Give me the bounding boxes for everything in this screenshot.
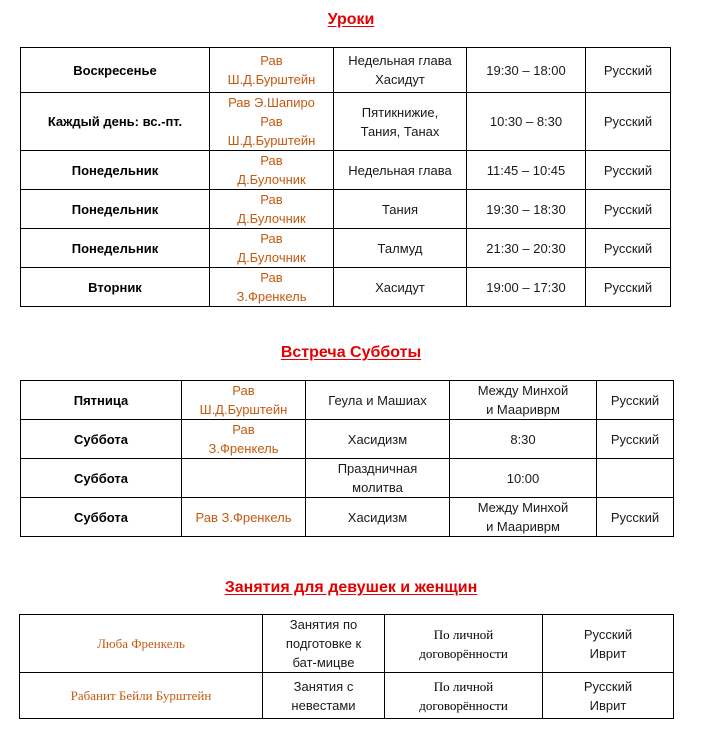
teacher-cell-line: Рав [232,383,255,398]
language-cell-line: Русский [583,678,633,694]
teacher-cell [210,48,334,93]
language-cell: Русский [586,268,671,307]
language-cell [543,615,674,673]
time-cell-line: и Маариврм [486,519,560,534]
section-title-shabbat: Встреча Субботы [280,344,422,361]
topic-cell-line: Пятикнижие, [361,104,439,120]
topic-cell [334,93,467,151]
time-cell-line: 10:00 [506,470,540,486]
teacher-cell [210,190,334,229]
time-cell-line: По личной [433,678,494,694]
topic-cell [306,459,450,498]
day-cell: Пятница [21,381,182,420]
time-cell-line: Между Минхой [477,500,569,515]
teacher-cell-line: Рав [260,153,283,168]
teacher-cell [182,459,306,498]
day-cell: Суббота [21,498,182,537]
time-cell [450,498,597,537]
teacher-cell [182,420,306,459]
language-cell: Русский [586,229,671,268]
topic-cell-line: Праздничная [337,461,418,476]
teacher-cell-line: Ш.Д.Бурштейн [227,133,316,148]
topic-cell [334,229,467,268]
topic-cell-line: Тания [381,201,419,217]
language-cell: Русский [586,151,671,190]
section-title-lessons: Уроки [327,11,375,28]
topic-cell-line: бат-мицве [292,655,355,670]
teacher-cell-line: З.Френкель [236,289,307,304]
topic-cell [334,190,467,229]
topic-cell [334,48,467,93]
teacher-cell-line: Рав З.Френкель [195,509,292,525]
table-row [21,151,671,190]
teacher-cell [210,151,334,190]
time-cell-line: и Маариврм [486,402,560,417]
time-cell: 19:30 – 18:30 [467,190,586,229]
time-cell-line: По личной [433,626,494,642]
time-cell: 19:30 – 18:00 [467,48,586,93]
day-cell: Понедельник [21,190,210,229]
time-cell [450,420,597,459]
teacher-cell-line: Д.Булочник [237,172,306,187]
table-row [21,229,671,268]
topic-cell-line: Талмуд [377,240,423,256]
day-cell: Понедельник [21,151,210,190]
language-cell: Русский [597,498,674,537]
topic-cell [306,498,450,537]
topic-cell [263,615,385,673]
topic-cell-line: Занятия по [289,617,358,632]
teacher-cell-line: Рав [260,114,283,129]
topic-cell [334,268,467,307]
time-cell [385,615,543,673]
women-table [19,614,674,719]
table-row [21,459,674,498]
teacher-cell [182,498,306,537]
section-title-women: Занятия для девушек и женщин [224,579,478,596]
teacher-cell-line: Д.Булочник [237,250,306,265]
teacher-cell-line: Рав [232,422,255,437]
time-cell: 21:30 – 20:30 [467,229,586,268]
teacher-cell-line: Ш.Д.Бурштейн [227,72,316,87]
teacher-cell [210,268,334,307]
time-cell-line: договорённости [419,645,508,661]
time-cell [450,381,597,420]
table-row [21,93,671,151]
language-cell [597,459,674,498]
table-row [20,615,674,673]
time-cell-line: Между Минхой [477,383,569,398]
day-cell: Суббота [21,459,182,498]
time-cell [385,673,543,719]
topic-cell-line: Хасидизм [347,509,408,525]
topic-cell-line: Тания, Танах [360,123,440,139]
table-row [21,190,671,229]
language-cell-line: Русский [583,626,633,642]
topic-cell [306,420,450,459]
time-cell-line: 8:30 [510,431,536,447]
time-cell: 10:30 – 8:30 [467,93,586,151]
teacher-cell [182,381,306,420]
topic-cell-line: Хасидут [375,279,425,295]
language-cell: Русский [586,48,671,93]
teacher-cell-line: Рав [260,231,283,246]
time-cell-line: договорённости [419,697,508,713]
teacher-cell-line: Рав [260,270,283,285]
day-cell: Понедельник [21,229,210,268]
lessons-table [20,47,671,307]
language-cell [543,673,674,719]
language-cell: Русский [597,381,674,420]
table-row [20,673,674,719]
day-cell: Вторник [21,268,210,307]
shabbat-table [20,380,674,537]
time-cell: 19:00 – 17:30 [467,268,586,307]
teacher-cell-line: Рав [260,192,283,207]
day-cell: Суббота [21,420,182,459]
teacher-cell-line: З.Френкель [208,441,279,456]
table-row [21,268,671,307]
day-cell: Каждый день: вс.-пт. [21,93,210,151]
table-row [21,420,674,459]
teacher-cell: Люба Френкель [20,615,263,673]
table-row [21,498,674,537]
topic-cell [306,381,450,420]
topic-cell [334,151,467,190]
language-cell-line: Иврит [589,645,627,661]
topic-cell-line: Недельная глава [348,162,452,178]
topic-cell-line: Занятия с [293,678,354,694]
topic-cell-line: Хасидут [375,72,425,87]
topic-cell-line: молитва [352,480,403,495]
topic-cell-line: подготовке к [285,636,362,651]
teacher-cell-line: Д.Булочник [237,211,306,226]
teacher-cell [210,93,334,151]
table-row [21,48,671,93]
time-cell [450,459,597,498]
teacher-cell: Рабанит Бейли Бурштейн [20,673,263,719]
topic-cell-line: Геула и Машиах [328,392,427,408]
time-cell: 11:45 – 10:45 [467,151,586,190]
teacher-cell-line: Рав [260,53,283,68]
topic-cell-line: невестами [291,697,356,713]
topic-cell-line: Хасидизм [347,431,408,447]
language-cell: Русский [597,420,674,459]
language-cell: Русский [586,190,671,229]
teacher-cell-line: Рав Э.Шапиро [228,95,315,110]
topic-cell-line: Недельная глава [348,53,452,68]
teacher-cell-line: Ш.Д.Бурштейн [199,402,288,417]
language-cell: Русский [586,93,671,151]
topic-cell [263,673,385,719]
teacher-cell [210,229,334,268]
day-cell: Воскресенье [21,48,210,93]
language-cell-line: Иврит [589,697,627,713]
table-row [21,381,674,420]
